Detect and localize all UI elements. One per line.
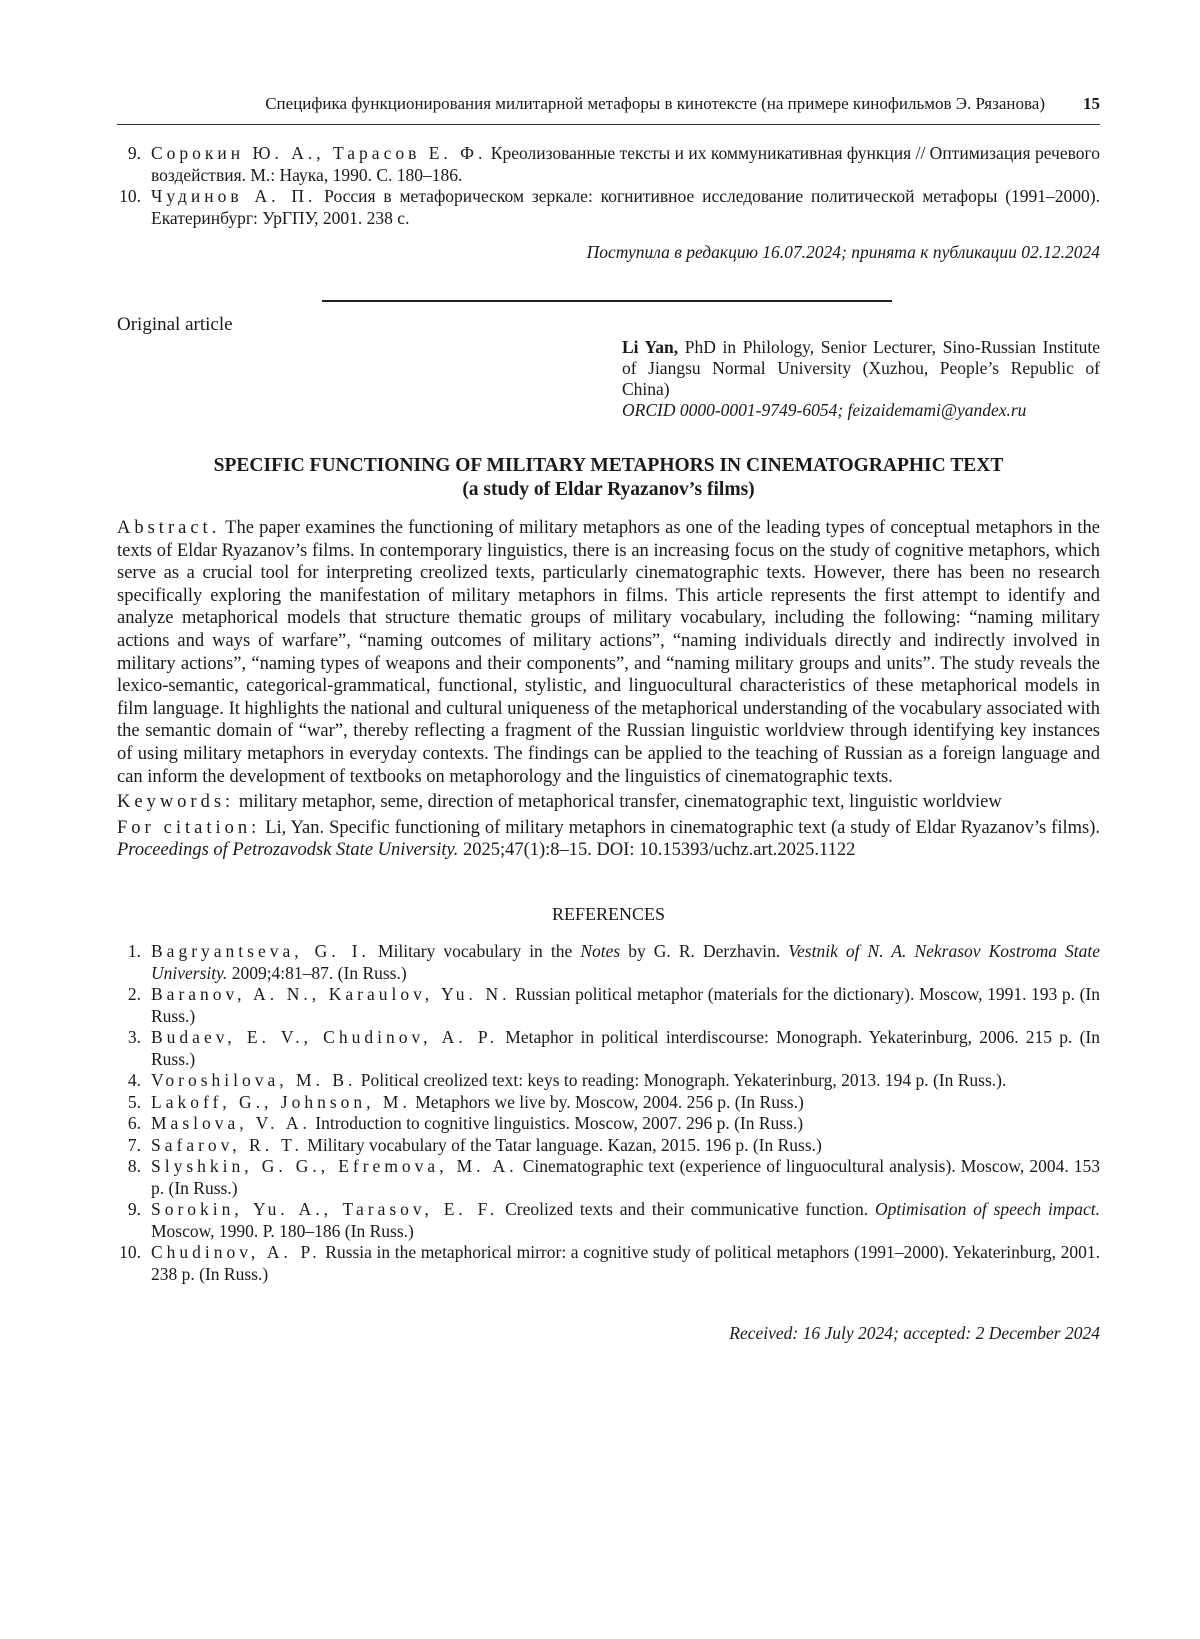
list-item: 5. Lakoff, G., Johnson, M. Metaphors we live by. Moscow, 2004. 256 p. (In Russ.) bbox=[127, 1091, 804, 1112]
reference-text: Россия в метафорическом зеркале: когнитивное исследование политической метафоры (1991–2000). Екатеринбург: УрГПУ, 2001. 238 с. bbox=[151, 186, 1100, 228]
reference-authors: Voroshilova, M. B. bbox=[151, 1070, 357, 1090]
running-head-title: Специфика функционирования милитарной метафоры в кинотексте (на примере кинофильмов Э. Рязанова) bbox=[265, 94, 1045, 113]
author-details: PhD in Philology, Senior Lecturer, Sino-Russian Institute of Jiangsu Normal University (Xuzhou, People’s Republic of China) bbox=[622, 337, 1100, 399]
list-item: 4. Voroshilova, M. B. Political creolized text: keys to reading: Monograph. Yekaterinburg, 2013. 194 p. (In Russ.). bbox=[127, 1070, 1007, 1090]
author-orcid: ORCID 0000-0001-9749-6054; feizaidemami@yandex.ru bbox=[622, 400, 1027, 420]
journal-page bbox=[117, 0, 1100, 1639]
reference-authors: Slyshkin, G. G., Efremova, M. A. bbox=[151, 1156, 518, 1176]
list-item: 2. Baranov, A. N., Karaulov, Yu. N. Russian political metaphor (materials for the dictionary). Moscow, 1991. 193 p. (In Russ.) bbox=[127, 984, 1100, 1026]
author-name: Li Yan, bbox=[622, 337, 679, 357]
list-item: 1. Bagryantseva, G. I. Military vocabulary in the Notes by G. R. Derzhavin. Vestnik of N. A. Nekrasov Kostroma State University. 2009;4:81–87. (In Russ.) bbox=[127, 941, 1101, 983]
citation-journal: Proceedings of Petrozavodsk State University. bbox=[117, 840, 459, 861]
list-item: 8. Slyshkin, G. G., Efremova, M. A. Cinematographic text (experience of linguocultural analysis). Moscow, 2004. 153 p. (In Russ.) bbox=[127, 1156, 1100, 1198]
keywords-text: military metaphor, seme, direction of metaphorical transfer, cinematographic text, linguistic worldview bbox=[238, 792, 1002, 813]
reference-authors: Safarov, R. T. bbox=[151, 1134, 303, 1155]
reference-list bbox=[117, 941, 1100, 1285]
citation-text: Li, Yan. Specific functioning of military metaphors in cinematographic text (a study of Eldar Ryazanov’s films). bbox=[265, 817, 1101, 838]
citation bbox=[117, 817, 1100, 862]
list-item: 10. Chudinov, A. P. Russia in the metaphorical mirror: a cognitive study of political metaphors (1991–2000). Yekaterinburg, 2001. 238 p. (In Russ.) bbox=[119, 1242, 1100, 1284]
list-item: 3. Budaev, E. V., Chudinov, A. P. Metaphor in political interdiscourse: Monograph. Yekaterinburg, 2006. 215 p. (In Russ.) bbox=[127, 1027, 1100, 1069]
reference-authors: Sorokin, Yu. A., Tarasov, E. F. bbox=[151, 1199, 499, 1219]
reference-authors: Budaev, E. V., Chudinov, A. P. bbox=[151, 1027, 499, 1047]
references-heading: REFERENCES bbox=[551, 904, 666, 924]
page-number: 15 bbox=[1083, 94, 1100, 113]
keywords bbox=[117, 791, 1100, 814]
list-item: 10. Чудинов А. П. Россия в метафорическом зеркале: когнитивное исследование политической метафоры (1991–2000). Екатеринбург: УрГПУ, 2001. 238 с. bbox=[119, 186, 1100, 228]
submission-dates: Received: 16 July 2024; accepted: 2 December 2024 bbox=[729, 1323, 1100, 1343]
section-divider bbox=[322, 300, 892, 302]
reference-authors: Чудинов А. П. bbox=[151, 186, 317, 206]
list-item: 9. Sorokin, Yu. A., Tarasov, E. F. Creolized texts and their communicative function. Optimisation of speech impact. Moscow, 1990. P. 180–186 (In Russ.) bbox=[127, 1199, 1100, 1241]
abstract-section bbox=[117, 517, 1100, 865]
article-title-line: SPECIFIC FUNCTIONING OF MILITARY METAPHORS IN CINEMATOGRAPHIC TEXT bbox=[213, 455, 1004, 476]
reference-authors: Chudinov, A. P. bbox=[151, 1242, 321, 1262]
abstract bbox=[117, 517, 1100, 788]
article-type: Original article bbox=[117, 314, 233, 335]
reference-authors: Lakoff, G., Johnson, M. bbox=[151, 1091, 411, 1112]
article-title bbox=[117, 454, 1100, 502]
reference-authors: Сорокин Ю. А., Тарасов Е. Ф. bbox=[151, 143, 487, 163]
citation-label: For citation: bbox=[117, 817, 261, 838]
article-subtitle: (a study of Eldar Ryazanov’s films) bbox=[462, 479, 755, 500]
keywords-label: Keywords: bbox=[117, 792, 235, 813]
abstract-label: Abstract. bbox=[117, 518, 221, 538]
list-item: 9. Сорокин Ю. А., Тарасов Е. Ф. Креолизованные тексты и их коммуникативная функция // Оптимизация речевого воздействия. М.: Наука, 1990. С. 180–186. bbox=[127, 143, 1101, 185]
header-rule bbox=[117, 124, 1100, 125]
submission-dates-ru: Поступила в редакцию 16.07.2024; принята к публикации 02.12.2024 bbox=[586, 242, 1100, 262]
reference-authors: Maslova, V. A. bbox=[151, 1113, 311, 1133]
reference-authors: Bagryantseva, G. I. bbox=[151, 941, 370, 961]
russian-reference-list bbox=[117, 143, 1100, 229]
list-item: 6. Maslova, V. A. Introduction to cognitive linguistics. Moscow, 2007. 296 p. (In Russ.) bbox=[127, 1113, 804, 1133]
reference-text: Креолизованные тексты и их коммуникативная функция // Оптимизация речевого воздействия. М.: Наука, 1990. С. 180–186. bbox=[151, 143, 1101, 185]
citation-doi: 2025;47(1):8–15. DOI: 10.15393/uchz.art.2025.1122 bbox=[462, 840, 856, 861]
abstract-text: The paper examines the functioning of military metaphors as one of the leading types of conceptual metaphors in the texts of Eldar Ryazanov’s films. In contemporary linguistics, there is an increasing focus on the study of cognitive metaphors, which serve as a crucial tool for interpreting creolized texts, particularly cinematographic texts. However, there has been no research specifically exploring the manifestation of military metaphors in films. This article represents the first attempt to identify and analyze metaphorical models that structure thematic groups of military vocabulary, including the following: “naming military actions and ways of warfare”, “naming outcomes of military actions”, “naming individuals directly and indirectly involved in military actions”, “naming types of weapons and their components”, and “naming military groups and units”. The study reveals the lexico-semantic, categorical-grammatical, functional, stylistic, and linguocultural characteristics of these metaphorical models in film language. It highlights the national and cultural uniqueness of the metaphorical understanding of the vocabulary associated with the semantic domain of “war”, thereby reflecting a fragment of the Russian linguistic worldview through identifying key instances of using military metaphors in everyday contexts. The findings can be applied to the teaching of Russian as a foreign language and can inform the development of textbooks on metaphorology and the linguistics of cinematographic texts. bbox=[117, 518, 1101, 787]
reference-authors: Baranov, A. N., Karaulov, Yu. N. bbox=[151, 984, 511, 1004]
list-item: 7. Safarov, R. T. Military vocabulary of the Tatar language. Kazan, 2015. 196 p. (In Russ.) bbox=[127, 1134, 822, 1155]
author-info bbox=[622, 337, 1100, 421]
